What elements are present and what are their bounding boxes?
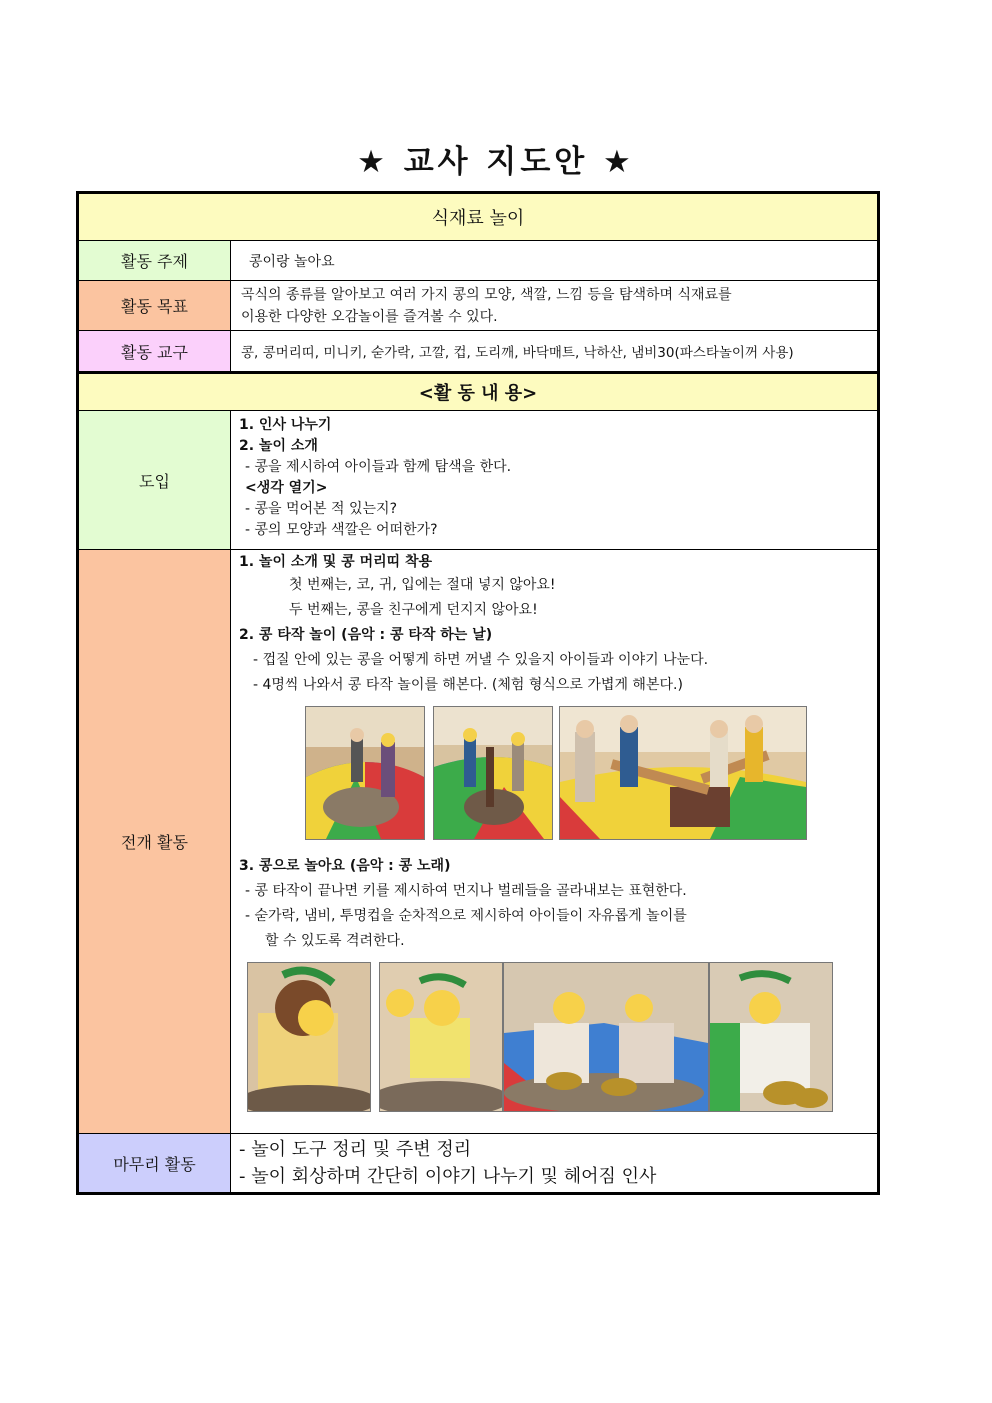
intro-line-5: - 콩을 먹어본 적 있는지? <box>245 501 397 517</box>
tools-label: 활동 교구 <box>78 331 231 373</box>
closing-content <box>231 1134 879 1194</box>
goal-line-2: 이용한 다양한 오감놀이를 즐겨볼 수 있다. <box>241 308 498 325</box>
dev-line-5: - 껍질 안에 있는 콩을 어떻게 하면 꺼낼 수 있을지 아이들과 이야기 나눈다. <box>253 652 709 668</box>
intro-line-2: 2. 놀이 소개 <box>239 438 318 454</box>
dev-line-2: 첫 번째는, 코, 귀, 입에는 절대 넣지 않아요! <box>289 577 556 593</box>
goal-line-1: 곡식의 종류를 알아보고 여러 가지 콩의 모양, 색깔, 느낌 등을 탐색하며 식재료를 <box>241 286 732 303</box>
dev-line-1: 1. 놀이 소개 및 콩 머리띠 착용 <box>239 554 433 570</box>
closing-label: 마무리 활동 <box>78 1134 231 1194</box>
dev-line-10: 할 수 있도록 격려한다. <box>265 933 405 949</box>
intro-line-6: - 콩의 모양과 색깔은 어떠한가? <box>245 522 438 538</box>
tools-value: 콩, 콩머리띠, 미니키, 숟가락, 고깔, 컵, 도리깨, 바닥매트, 낙하산, 냄비30(파스타놀이꺼 사용) <box>231 331 879 373</box>
dev-line-4: 2. 콩 타작 놀이 (음악 : 콩 타작 하는 날) <box>239 627 493 643</box>
intro-line-1: 1. 인사 나누기 <box>239 417 332 433</box>
intro-line-4: <생각 열기> <box>245 480 328 496</box>
subject-value <box>231 241 879 281</box>
photo-bean-play-2 <box>379 962 503 1112</box>
dev-line-6: - 4명씩 나와서 콩 타작 놀이를 해본다. (체험 형식으로 가볍게 해본다.) <box>253 677 683 693</box>
subject-text: 콩이랑 놀아요 <box>249 253 335 270</box>
intro-label: 도입 <box>78 411 231 550</box>
photo-bean-play-4 <box>709 962 833 1112</box>
goal-value <box>231 281 879 331</box>
dev-line-8: - 콩 타작이 끝나면 키를 제시하여 먼지나 벌레들을 골라내보는 표현한다. <box>245 883 687 899</box>
development-content <box>231 550 879 1134</box>
development-label: 전개 활동 <box>78 550 231 1134</box>
photo-bean-play-3 <box>503 962 709 1112</box>
bean-play-photos <box>239 960 869 1112</box>
photo-threshing-1 <box>305 706 425 840</box>
goal-label: 활동 목표 <box>78 281 231 331</box>
content-header: <활 동 내 용> <box>78 373 879 411</box>
photo-threshing-3 <box>559 706 807 840</box>
photo-bean-play-1 <box>247 962 371 1112</box>
lesson-plan-table <box>76 191 880 1195</box>
dev-line-3: 두 번째는, 콩을 친구에게 던지지 않아요! <box>289 602 538 618</box>
subject-label: 활동 주제 <box>78 241 231 281</box>
closing-line-2: - 놀이 회상하며 간단히 이야기 나누기 및 헤어짐 인사 <box>239 1166 657 1187</box>
intro-content <box>231 411 879 550</box>
page-title: ★ 교사 지도안 ★ <box>357 144 635 180</box>
dev-line-9: - 숟가락, 냄비, 투명컵을 순차적으로 제시하여 아이들이 자유롭게 놀이를 <box>245 908 687 924</box>
intro-line-3: - 콩을 제시하여 아이들과 함께 탐색을 한다. <box>245 459 512 475</box>
activity-header: 식재료 놀이 <box>78 193 879 241</box>
photo-threshing-2 <box>433 706 553 840</box>
dev-line-7: 3. 콩으로 놀아요 (음악 : 콩 노래) <box>239 858 451 874</box>
closing-line-1: - 놀이 도구 정리 및 주변 정리 <box>239 1139 472 1160</box>
threshing-photos <box>239 706 869 844</box>
